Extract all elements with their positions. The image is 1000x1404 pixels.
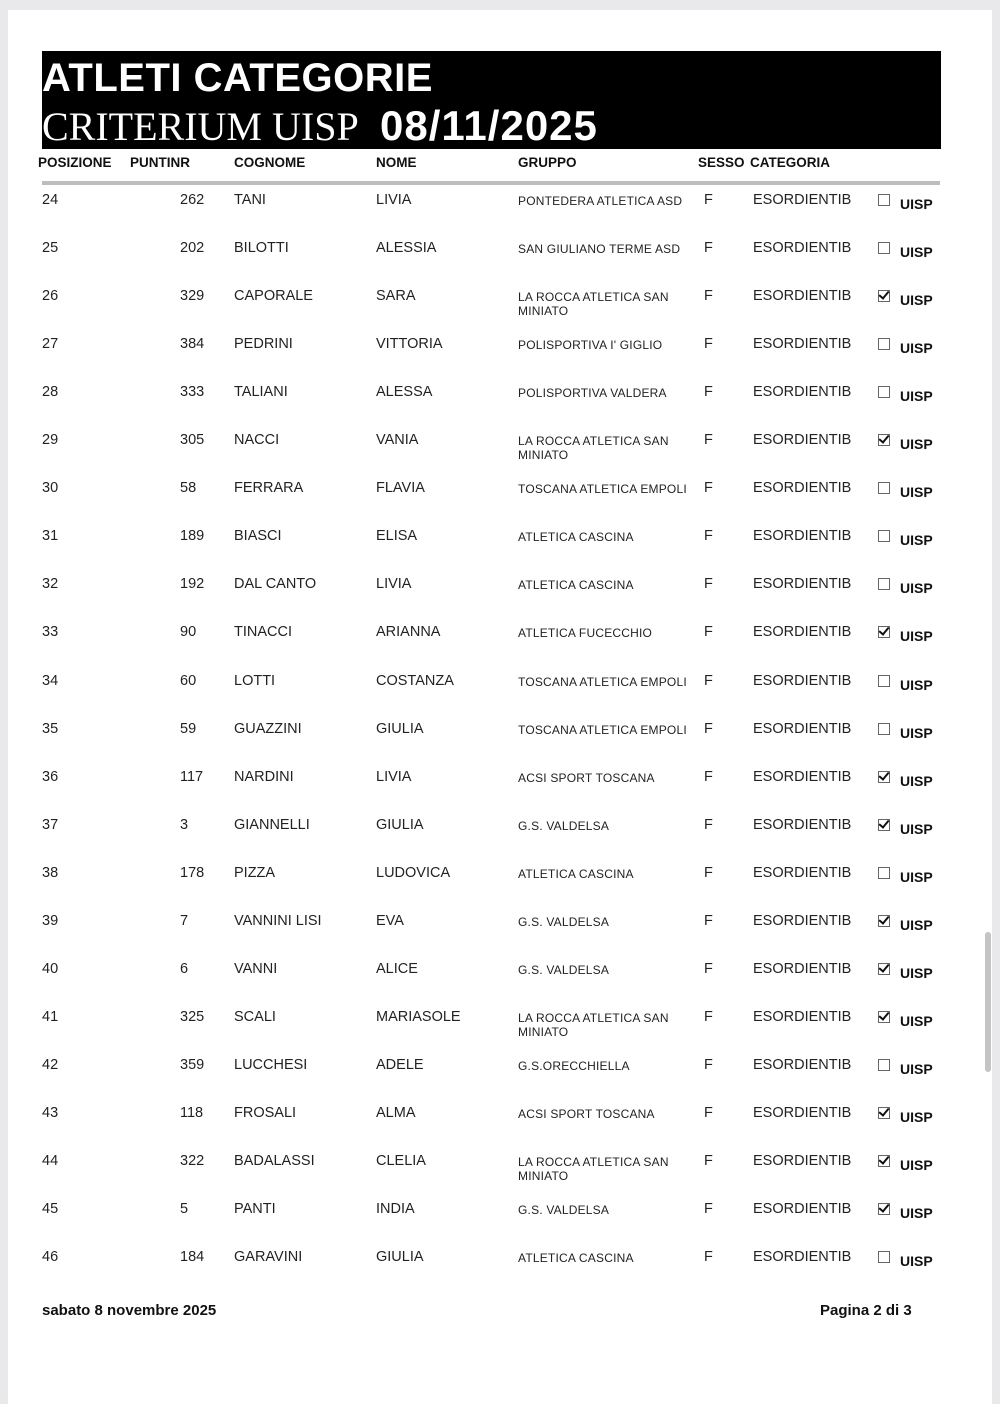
- cell-gruppo: ACSI SPORT TOSCANA: [518, 1106, 655, 1121]
- cell-posizione: 42: [42, 1056, 59, 1073]
- cell-categoria: ESORDIENTIB: [753, 192, 852, 208]
- checkbox-unchecked[interactable]: [878, 723, 890, 735]
- cell-puntinr: 305: [180, 432, 205, 449]
- cell-puntinr: 178: [180, 864, 205, 881]
- cell-nome: ELISA: [376, 528, 418, 545]
- table-row: [8, 1009, 992, 1057]
- cell-nome: ALESSA: [376, 384, 433, 401]
- table-row: [8, 1105, 992, 1153]
- cell-categoria: ESORDIENTIB: [753, 1008, 852, 1025]
- scrollbar[interactable]: [985, 932, 991, 1072]
- cell-uisp-label: UISP: [900, 628, 933, 645]
- table-row: [8, 192, 992, 240]
- cell-cognome: PIZZA: [234, 864, 276, 881]
- header-gruppo: GRUPPO: [518, 155, 577, 170]
- cell-puntinr: 59: [180, 720, 197, 737]
- cell-categoria: ESORDIENTIB: [753, 1201, 852, 1218]
- cell-gruppo: G.S. VALDELSA: [518, 1203, 610, 1218]
- page-subtitle: CRITERIUM UISP: [42, 104, 359, 149]
- cell-posizione: 31: [42, 528, 59, 545]
- cell-uisp-label: UISP: [900, 916, 933, 933]
- cell-sesso: F: [704, 384, 713, 401]
- cell-posizione: 25: [42, 240, 59, 257]
- cell-puntinr: 322: [180, 1153, 205, 1169]
- cell-nome: LIVIA: [376, 576, 412, 593]
- cell-puntinr: 58: [180, 480, 197, 497]
- cell-uisp-label: UISP: [900, 340, 933, 357]
- cell-nome: EVA: [376, 912, 404, 929]
- checkbox-checked[interactable]: [878, 1203, 890, 1215]
- cell-nome: ADELE: [376, 1056, 424, 1073]
- cell-categoria: ESORDIENTIB: [753, 1153, 852, 1169]
- cell-puntinr: 359: [180, 1056, 205, 1073]
- cell-posizione: 35: [42, 720, 59, 737]
- cell-gruppo: LA ROCCA ATLETICA SAN MINIATO: [518, 1010, 669, 1039]
- cell-gruppo: LA ROCCA ATLETICA SAN MINIATO: [518, 434, 669, 463]
- cell-posizione: 33: [42, 624, 59, 641]
- cell-gruppo: G.S.ORECCHIELLA: [518, 1058, 630, 1073]
- cell-uisp-label: UISP: [900, 292, 933, 309]
- cell-cognome: FROSALI: [234, 1104, 297, 1121]
- cell-puntinr: 118: [180, 1104, 204, 1121]
- checkbox-checked[interactable]: [878, 626, 890, 638]
- table-row: [8, 1249, 992, 1297]
- table-row: [8, 528, 992, 576]
- checkbox-checked[interactable]: [878, 290, 890, 302]
- table-row: [8, 1201, 992, 1249]
- cell-sesso: F: [704, 720, 713, 737]
- cell-posizione: 37: [42, 816, 59, 833]
- cell-posizione: 36: [42, 768, 59, 785]
- cell-sesso: F: [704, 1008, 713, 1025]
- cell-cognome: FERRARA: [234, 480, 304, 497]
- table-row: [8, 961, 992, 1009]
- cell-uisp-label: UISP: [900, 196, 933, 212]
- checkbox-checked[interactable]: [878, 1155, 890, 1167]
- cell-uisp-label: UISP: [900, 820, 933, 837]
- cell-posizione: 30: [42, 480, 59, 497]
- cell-nome: MARIASOLE: [376, 1008, 461, 1025]
- cell-nome: VITTORIA: [376, 336, 443, 353]
- cell-categoria: ESORDIENTIB: [753, 1056, 852, 1073]
- table-row: [8, 336, 992, 384]
- cell-posizione: 39: [42, 912, 59, 929]
- cell-sesso: F: [704, 768, 713, 785]
- page-number: Pagina 2 di 3: [820, 1302, 912, 1319]
- cell-categoria: ESORDIENTIB: [753, 912, 852, 929]
- cell-puntinr: 6: [180, 960, 189, 977]
- cell-nome: ALESSIA: [376, 240, 437, 257]
- cell-nome: GIULIA: [376, 720, 424, 737]
- cell-sesso: F: [704, 432, 713, 449]
- checkbox-checked[interactable]: [878, 1011, 890, 1023]
- checkbox-unchecked[interactable]: [878, 1251, 890, 1263]
- table-row: [8, 721, 992, 769]
- cell-cognome: GIANNELLI: [234, 816, 310, 833]
- cell-categoria: ESORDIENTIB: [753, 1249, 852, 1266]
- cell-sesso: F: [704, 1056, 713, 1073]
- cell-uisp-label: UISP: [900, 772, 933, 789]
- cell-puntinr: 3: [180, 816, 189, 833]
- cell-categoria: ESORDIENTIB: [753, 816, 852, 833]
- cell-posizione: 24: [42, 192, 59, 208]
- cell-nome: FLAVIA: [376, 480, 425, 497]
- table-header: [8, 155, 992, 175]
- header-divider: [42, 181, 940, 185]
- cell-sesso: F: [704, 336, 713, 353]
- cell-categoria: ESORDIENTIB: [753, 720, 852, 737]
- cell-posizione: 43: [42, 1104, 59, 1121]
- cell-nome: SARA: [376, 288, 416, 305]
- cell-puntinr: 333: [180, 384, 205, 401]
- cell-sesso: F: [704, 192, 713, 208]
- cell-categoria: ESORDIENTIB: [753, 864, 852, 881]
- cell-gruppo: G.S. VALDELSA: [518, 914, 610, 929]
- checkbox-unchecked[interactable]: [878, 242, 890, 254]
- cell-gruppo: POLISPORTIVA I' GIGLIO: [518, 338, 663, 353]
- table-row: [8, 384, 992, 432]
- checkbox-checked[interactable]: [878, 434, 890, 446]
- cell-sesso: F: [704, 288, 713, 305]
- checkbox-checked[interactable]: [878, 915, 890, 927]
- cell-nome: LUDOVICA: [376, 864, 451, 881]
- cell-nome: ALMA: [376, 1104, 416, 1121]
- cell-nome: ARIANNA: [376, 624, 441, 641]
- cell-puntinr: 184: [180, 1249, 205, 1266]
- cell-posizione: 27: [42, 336, 59, 353]
- cell-cognome: TALIANI: [234, 384, 288, 401]
- cell-cognome: BADALASSI: [234, 1153, 315, 1169]
- cell-cognome: NARDINI: [234, 768, 294, 785]
- cell-puntinr: 189: [180, 528, 205, 545]
- checkbox-unchecked[interactable]: [878, 530, 890, 542]
- cell-uisp-label: UISP: [900, 436, 933, 453]
- cell-gruppo: SAN GIULIANO TERME ASD: [518, 242, 681, 257]
- table-row: [8, 769, 992, 817]
- cell-categoria: ESORDIENTIB: [753, 768, 852, 785]
- checkbox-unchecked[interactable]: [878, 194, 890, 206]
- cell-uisp-label: UISP: [900, 724, 933, 741]
- cell-posizione: 40: [42, 960, 59, 977]
- cell-categoria: ESORDIENTIB: [753, 1104, 852, 1121]
- title-banner: [42, 51, 941, 149]
- cell-cognome: BILOTTI: [234, 240, 289, 257]
- cell-categoria: ESORDIENTIB: [753, 672, 852, 689]
- cell-posizione: 38: [42, 864, 59, 881]
- cell-nome: LIVIA: [376, 768, 412, 785]
- cell-posizione: 44: [42, 1153, 59, 1169]
- cell-sesso: F: [704, 576, 713, 593]
- cell-gruppo: G.S. VALDELSA: [518, 818, 610, 833]
- cell-cognome: SCALI: [234, 1008, 276, 1025]
- cell-puntinr: 384: [180, 336, 205, 353]
- page-title: ATLETI CATEGORIE: [42, 56, 433, 100]
- cell-sesso: F: [704, 1249, 713, 1266]
- checkbox-unchecked[interactable]: [878, 578, 890, 590]
- cell-sesso: F: [704, 912, 713, 929]
- cell-cognome: VANNINI LISI: [234, 912, 322, 929]
- cell-puntinr: 329: [180, 288, 205, 305]
- cell-gruppo: ATLETICA CASCINA: [518, 866, 634, 881]
- cell-gruppo: ATLETICA CASCINA: [518, 578, 634, 593]
- cell-cognome: BIASCI: [234, 528, 282, 545]
- cell-gruppo: TOSCANA ATLETICA EMPOLI: [518, 722, 687, 737]
- cell-uisp-label: UISP: [900, 388, 933, 405]
- cell-nome: ALICE: [376, 960, 418, 977]
- cell-posizione: 29: [42, 432, 59, 449]
- cell-puntinr: 90: [180, 624, 197, 641]
- cell-sesso: F: [704, 480, 713, 497]
- cell-categoria: ESORDIENTIB: [753, 528, 852, 545]
- cell-sesso: F: [704, 528, 713, 545]
- cell-sesso: F: [704, 240, 713, 257]
- header-nome: NOME: [376, 155, 417, 170]
- cell-cognome: GARAVINI: [234, 1249, 303, 1266]
- cell-cognome: GUAZZINI: [234, 720, 302, 737]
- cell-cognome: NACCI: [234, 432, 280, 449]
- cell-puntinr: 325: [180, 1008, 205, 1025]
- checkbox-unchecked[interactable]: [878, 675, 890, 687]
- cell-nome: GIULIA: [376, 1249, 424, 1266]
- table-row: [8, 576, 992, 624]
- cell-sesso: F: [704, 672, 713, 689]
- cell-gruppo: ACSI SPORT TOSCANA: [518, 770, 655, 785]
- cell-uisp-label: UISP: [900, 532, 933, 549]
- cell-sesso: F: [704, 1104, 713, 1121]
- cell-nome: LIVIA: [376, 192, 412, 208]
- cell-gruppo: TOSCANA ATLETICA EMPOLI: [518, 482, 687, 497]
- cell-puntinr: 262: [180, 192, 205, 208]
- cell-cognome: VANNI: [234, 960, 278, 977]
- cell-cognome: TANI: [234, 192, 266, 208]
- checkbox-unchecked[interactable]: [878, 338, 890, 350]
- header-sesso: SESSO: [698, 155, 745, 170]
- cell-categoria: ESORDIENTIB: [753, 384, 852, 401]
- cell-gruppo: POLISPORTIVA VALDERA: [518, 386, 667, 401]
- cell-puntinr: 202: [180, 240, 205, 257]
- cell-uisp-label: UISP: [900, 1157, 933, 1173]
- cell-uisp-label: UISP: [900, 484, 933, 501]
- checkbox-unchecked[interactable]: [878, 386, 890, 398]
- cell-uisp-label: UISP: [900, 1108, 933, 1125]
- table-row: [8, 480, 992, 528]
- cell-cognome: TINACCI: [234, 624, 292, 641]
- table-row: [8, 288, 992, 336]
- cell-gruppo: TOSCANA ATLETICA EMPOLI: [518, 674, 687, 689]
- cell-uisp-label: UISP: [900, 868, 933, 885]
- table-row: [8, 432, 992, 480]
- cell-posizione: 41: [42, 1008, 59, 1025]
- cell-gruppo: LA ROCCA ATLETICA SAN MINIATO: [518, 290, 669, 319]
- cell-puntinr: 7: [180, 912, 189, 929]
- table-row: [8, 240, 992, 288]
- cell-cognome: DAL CANTO: [234, 576, 317, 593]
- cell-sesso: F: [704, 816, 713, 833]
- checkbox-unchecked[interactable]: [878, 867, 890, 879]
- cell-gruppo: LA ROCCA ATLETICA SAN MINIATO: [518, 1155, 669, 1183]
- cell-categoria: ESORDIENTIB: [753, 240, 852, 257]
- cell-puntinr: 60: [180, 672, 197, 689]
- header-posizione: POSIZIONE: [38, 155, 112, 170]
- cell-gruppo: ATLETICA CASCINA: [518, 1251, 634, 1266]
- cell-posizione: 28: [42, 384, 59, 401]
- cell-categoria: ESORDIENTIB: [753, 432, 852, 449]
- header-categoria: CATEGORIA: [750, 155, 830, 170]
- event-date: 08/11/2025: [380, 102, 598, 149]
- cell-posizione: 26: [42, 288, 59, 305]
- checkbox-checked[interactable]: [878, 963, 890, 975]
- table-row: [8, 913, 992, 961]
- cell-sesso: F: [704, 960, 713, 977]
- cell-nome: COSTANZA: [376, 672, 454, 689]
- cell-uisp-label: UISP: [900, 244, 933, 261]
- cell-categoria: ESORDIENTIB: [753, 624, 852, 641]
- checkbox-checked[interactable]: [878, 771, 890, 783]
- table-row: [8, 624, 992, 672]
- document-page: [8, 10, 992, 1404]
- cell-nome: VANIA: [376, 432, 419, 449]
- table-row: [8, 817, 992, 865]
- checkbox-unchecked[interactable]: [878, 1059, 890, 1071]
- cell-sesso: F: [704, 1201, 713, 1218]
- header-puntinr: PUNTINR: [130, 155, 190, 170]
- footer-date: sabato 8 novembre 2025: [42, 1302, 217, 1319]
- cell-puntinr: 117: [180, 768, 204, 785]
- cell-categoria: ESORDIENTIB: [753, 960, 852, 977]
- cell-uisp-label: UISP: [900, 580, 933, 597]
- cell-posizione: 45: [42, 1201, 59, 1218]
- cell-puntinr: 5: [180, 1201, 189, 1218]
- table-row: [8, 1057, 992, 1105]
- checkbox-unchecked[interactable]: [878, 482, 890, 494]
- cell-uisp-label: UISP: [900, 964, 933, 981]
- cell-uisp-label: UISP: [900, 1253, 933, 1270]
- cell-cognome: CAPORALE: [234, 288, 313, 305]
- table-row: [8, 865, 992, 913]
- cell-cognome: LOTTI: [234, 672, 276, 689]
- cell-sesso: F: [704, 624, 713, 641]
- cell-posizione: 32: [42, 576, 59, 593]
- cell-categoria: ESORDIENTIB: [753, 480, 852, 497]
- cell-uisp-label: UISP: [900, 1205, 933, 1222]
- cell-gruppo: PONTEDERA ATLETICA ASD: [518, 194, 683, 208]
- cell-nome: CLELIA: [376, 1153, 426, 1169]
- cell-cognome: PANTI: [234, 1201, 276, 1218]
- cell-gruppo: G.S. VALDELSA: [518, 962, 610, 977]
- cell-sesso: F: [704, 864, 713, 881]
- cell-posizione: 34: [42, 672, 59, 689]
- table-row: [8, 673, 992, 721]
- cell-categoria: ESORDIENTIB: [753, 336, 852, 353]
- checkbox-checked[interactable]: [878, 819, 890, 831]
- cell-posizione: 46: [42, 1249, 59, 1266]
- cell-nome: GIULIA: [376, 816, 424, 833]
- cell-cognome: PEDRINI: [234, 336, 293, 353]
- cell-cognome: LUCCHESI: [234, 1056, 308, 1073]
- cell-sesso: F: [704, 1153, 713, 1169]
- checkbox-checked[interactable]: [878, 1107, 890, 1119]
- cell-uisp-label: UISP: [900, 1060, 933, 1077]
- cell-gruppo: ATLETICA FUCECCHIO: [518, 626, 653, 641]
- cell-categoria: ESORDIENTIB: [753, 576, 852, 593]
- cell-nome: INDIA: [376, 1201, 415, 1218]
- cell-uisp-label: UISP: [900, 1012, 933, 1029]
- cell-gruppo: ATLETICA CASCINA: [518, 530, 634, 545]
- cell-puntinr: 192: [180, 576, 205, 593]
- cell-uisp-label: UISP: [900, 676, 933, 693]
- header-cognome: COGNOME: [234, 155, 306, 170]
- table-row: [8, 1153, 992, 1201]
- cell-categoria: ESORDIENTIB: [753, 288, 852, 305]
